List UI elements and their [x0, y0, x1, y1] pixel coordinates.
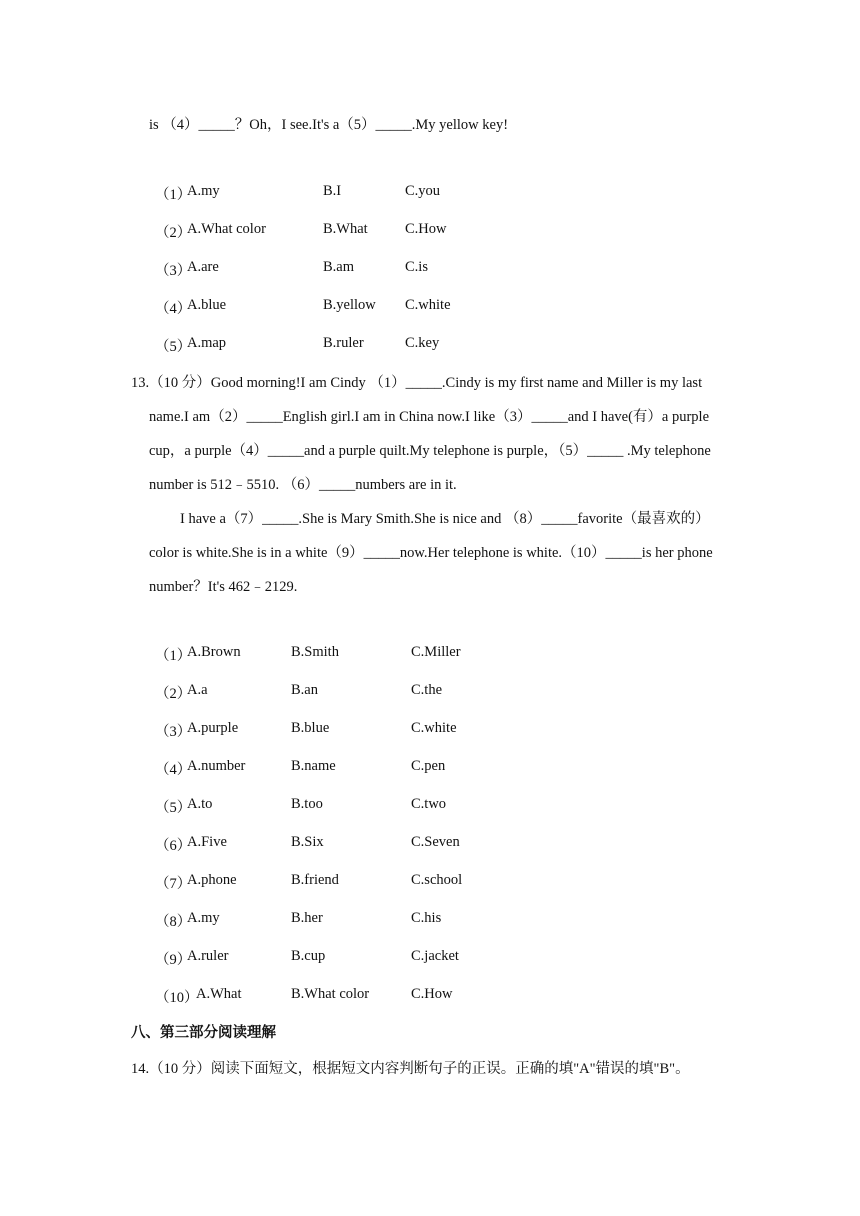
option-c: C.his [411, 910, 442, 926]
q12-passage-tail: is （4）_____？Oh，I see.It's a（5）_____.My yellow key! [149, 117, 509, 133]
option-b: B.What color [291, 986, 370, 1002]
option-a-text: A.my [187, 910, 220, 926]
option-num: （5） [155, 800, 192, 816]
option-num: （6） [155, 838, 192, 854]
option-b: B.What [323, 221, 368, 237]
option-num: （3） [155, 263, 192, 279]
q14-instruction: 14.（10 分）阅读下面短文，根据短文内容判断句子的正误。正确的填"A"错误的填"B"。 [131, 1061, 690, 1077]
option-a-text: A.ruler [187, 948, 229, 964]
option-c: C.you [405, 183, 441, 199]
option-b: B.Smith [291, 644, 339, 660]
option-b: B.I [323, 183, 342, 199]
option-a-text: A.a [187, 682, 208, 698]
option-a-text: A.What [196, 986, 242, 1002]
option-num: （4） [155, 301, 192, 317]
option-c: C.How [405, 221, 447, 237]
q13-line: 13.（10 分）Good morning!I am Cindy （1）_____.Cindy is my first name and Miller is my last [131, 375, 703, 391]
option-c: C.the [411, 682, 443, 698]
option-num: （4） [155, 762, 192, 778]
option-a: （1） [155, 187, 192, 203]
option-b: B.am [323, 259, 355, 275]
option-num: （5） [155, 339, 192, 355]
option-b: B.Six [291, 834, 324, 850]
option-num: （9） [155, 952, 192, 968]
option-a-text: A.are [187, 259, 219, 275]
option-a-text: A.to [187, 796, 213, 812]
option-a-text: A.What color [187, 221, 266, 237]
q13-line: cup，a purple（4）_____and a purple quilt.My telephone is purple，（5）_____ .My telephone [149, 443, 711, 459]
option-b: B.blue [291, 720, 330, 736]
option-b: B.name [291, 758, 336, 774]
option-a-text: A.Brown [187, 644, 241, 660]
q13-line: color is white.She is in a white（9）_____now.Her telephone is white.（10）_____is her phone [149, 545, 713, 561]
q13-line: name.I am（2）_____English girl.I am in China now.I like（3）_____and I have(有）a purple [149, 409, 710, 425]
q13-line: number？It's 462﹣2129. [149, 579, 298, 595]
option-c: C.is [405, 259, 428, 275]
q13-line: I have a（7）_____.She is Mary Smith.She is nice and （8）_____favorite（最喜欢的） [180, 511, 710, 527]
q13-line: number is 512﹣5510. （6）_____numbers are in it. [149, 477, 457, 493]
option-num: （7） [155, 876, 192, 892]
option-num: （10） [155, 990, 199, 1006]
option-a-text: A.Five [187, 834, 227, 850]
option-c: C.How [411, 986, 453, 1002]
option-c: C.white [405, 297, 451, 313]
option-num: （3） [155, 724, 192, 740]
option-num: （8） [155, 914, 192, 930]
option-b: B.ruler [323, 335, 364, 351]
option-c: C.Seven [411, 834, 460, 850]
option-num: （1） [155, 648, 192, 664]
option-b: B.friend [291, 872, 339, 888]
option-a-text: A.map [187, 335, 227, 351]
option-a-text: A.my [187, 183, 220, 199]
option-c: C.key [405, 335, 440, 351]
option-c: C.pen [411, 758, 446, 774]
option-c: C.school [411, 872, 463, 888]
option-num: （2） [155, 686, 192, 702]
option-b: B.an [291, 682, 318, 698]
option-a-text: A.purple [187, 720, 239, 736]
option-b: B.cup [291, 948, 326, 964]
option-c: C.jacket [411, 948, 459, 964]
option-a-text: A.number [187, 758, 246, 774]
section-heading: 八、第三部分阅读理解 [131, 1025, 276, 1041]
option-b: B.her [291, 910, 323, 926]
option-b: B.too [291, 796, 323, 812]
option-b: B.yellow [323, 297, 376, 313]
option-c: C.two [411, 796, 447, 812]
option-num: （2） [155, 225, 192, 241]
option-a-text: A.blue [187, 297, 227, 313]
option-c: C.white [411, 720, 457, 736]
option-a-text: A.phone [187, 872, 237, 888]
option-c: C.Miller [411, 644, 461, 660]
